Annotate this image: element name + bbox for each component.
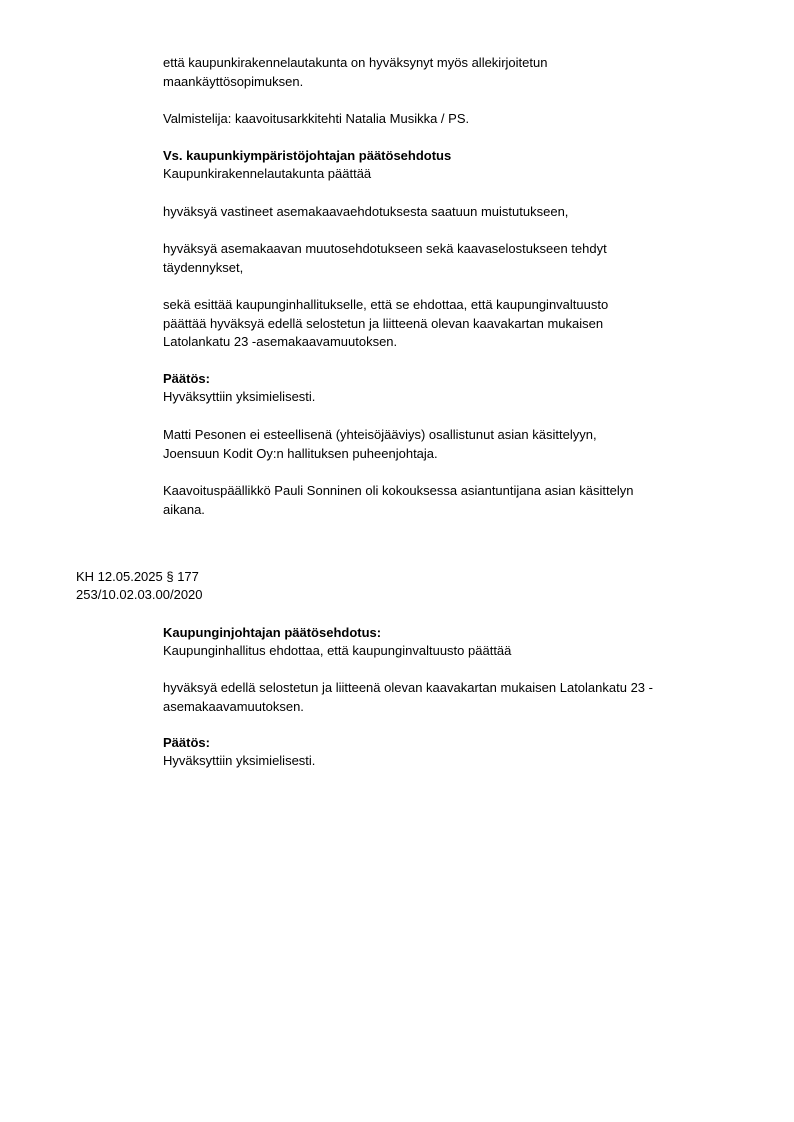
mayor-decision-heading: Päätös: — [163, 735, 210, 750]
mayor-proposal-item-1: hyväksyä edellä selostetun ja liitteenä olevan kaavakartan mukaisen Latolankatu 23 - asemakaavamuutoksen. — [163, 680, 653, 714]
proposal-heading: Vs. kaupunkiympäristöjohtajan päätösehdotus — [163, 148, 452, 163]
proposal-item-3: sekä esittää kaupunginhallitukselle, että se ehdottaa, että kaupunginvaltuusto päättää hyväksyä edellä selostetun ja liitteenä olevan kaavakartan mukaisen Latolankatu 23 -asemakaavamuutoksen. — [163, 297, 609, 349]
proposal-item-1: hyväksyä vastineet asemakaavaehdotuksesta saatuun muistutukseen, — [163, 204, 569, 219]
meeting-reference: KH 12.05.2025 § 177 — [76, 569, 199, 584]
record-id: 253/10.02.03.00/2020 — [76, 587, 203, 602]
intro-paragraph: että kaupunkirakennelautakunta on hyväksynyt myös allekirjoitetun maankäyttösopimuksen. — [163, 55, 548, 89]
mayor-proposal-intro: Kaupunginhallitus ehdottaa, että kaupunginvaltuusto päättää — [163, 643, 512, 658]
preparer-line: Valmistelija: kaavoitusarkkitehti Natalia Musikka / PS. — [163, 111, 470, 126]
mayor-proposal-heading: Kaupunginjohtajan päätösehdotus: — [163, 625, 382, 640]
proposal-item-2: hyväksyä asemakaavan muutosehdotukseen sekä kaavaselostukseen tehdyt täydennykset, — [163, 241, 607, 275]
decision-text: Hyväksyttiin yksimielisesti. — [163, 389, 316, 404]
disqualification-note: Matti Pesonen ei esteellisenä (yhteisöjääviys) osallistunut asian käsittelyyn, Joensuun Kodit Oy:n hallituksen puheenjohtaja. — [163, 427, 597, 461]
decision-heading: Päätös: — [163, 371, 210, 386]
mayor-decision-text: Hyväksyttiin yksimielisesti. — [163, 753, 316, 768]
expert-note: Kaavoituspäällikkö Pauli Sonninen oli kokouksessa asiantuntijana asian käsittelyn aikana. — [163, 483, 634, 517]
proposal-intro: Kaupunkirakennelautakunta päättää — [163, 166, 372, 181]
